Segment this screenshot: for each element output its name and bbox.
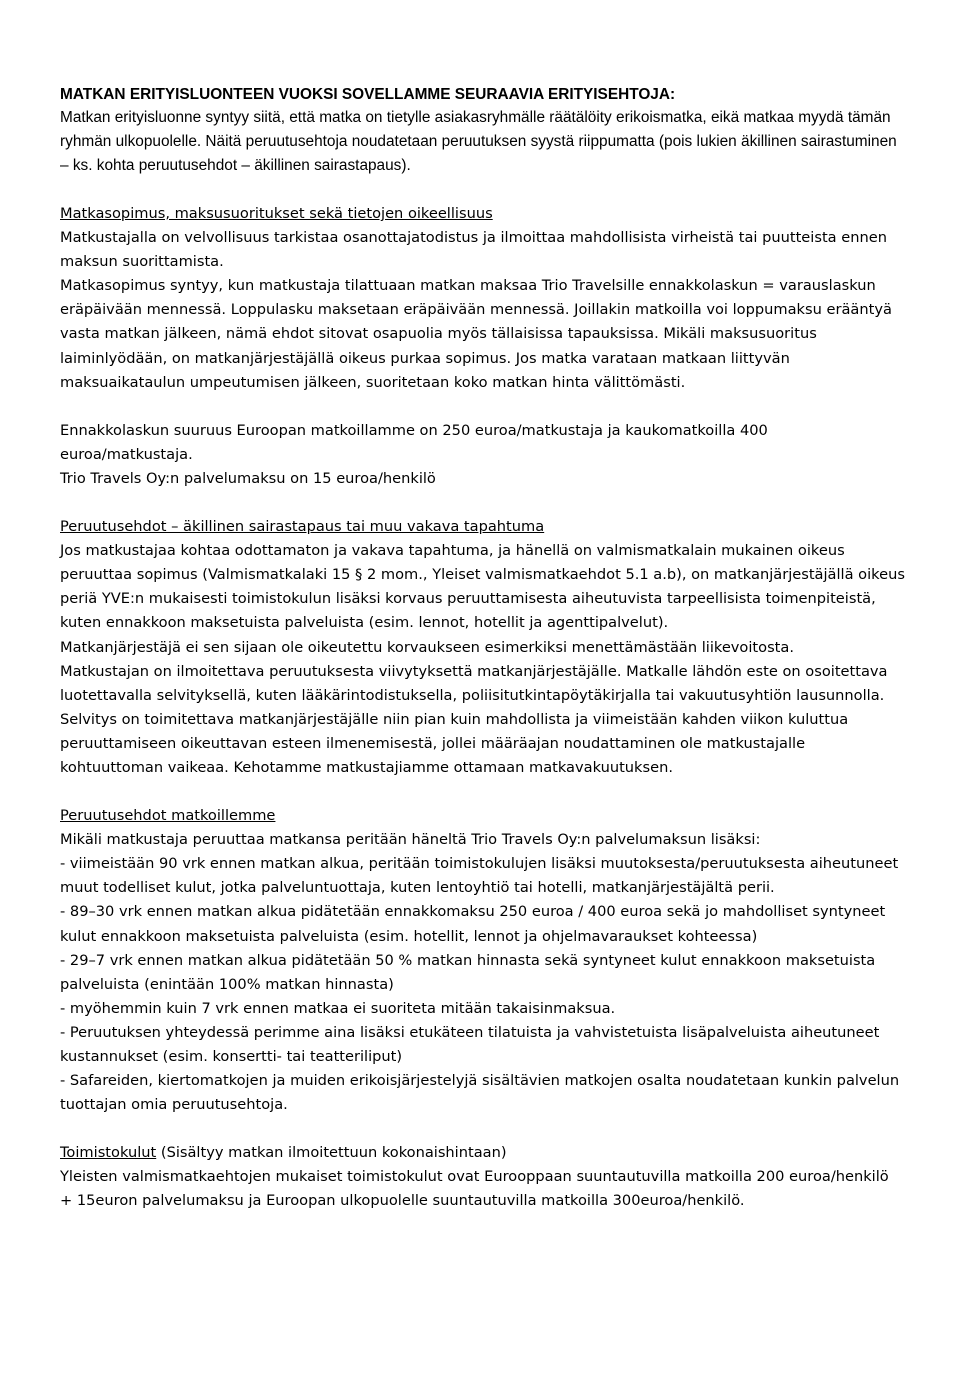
cancel-line: - Safareiden, kiertomatkojen ja muiden erikoisjärjestelyjä sisältävien matkojen osalta noudatetaan kunkin palvelun tuottajan omia peruutusehtoja. — [60, 1072, 900, 1114]
fees-line-1: Ennakkolaskun suuruus Euroopan matkoillamme on 250 euroa/matkustaja ja kaukomatkoilla 400 euroa/matkustaja. — [60, 421, 768, 463]
cancel-line: - Peruutuksen yhteydessä perimme aina lisäksi etukäteen tilatuista ja vahvistetuista lisäpalveluista aiheutuneet kustannukset (esim. konsertti- tai teatteriliput) — [60, 1023, 880, 1065]
illness-section — [60, 515, 905, 780]
cancel-line: - 29–7 vrk ennen matkan alkua pidätetään 50 % matkan hinnasta sekä syntyneet kulut ennakkoon maksetuista palveluista (enintään 100% matkan hinnasta) — [60, 951, 876, 993]
office-title: Toimistokulut — [60, 1144, 157, 1162]
contract-paragraph-2: Matkasopimus syntyy, kun matkustaja tilattuaan matkan maksaa Trio Travelsille ennakkolaskun = varauslaskun eräpäivään mennessä. Loppulasku maksetaan eräpäivään mennessä. Joillakin matkoilla voi loppumaksu erääntyä vasta matkan jälkeen, nämä ehdot sitovat osapuolia myös tällaisissa tapauksissa. Mikäli maksusuoritus laiminlyödään, on matkanjärjestäjällä oikeus purkaa sopimus. Jos matka varataan matkaan liittyvän maksuaikataulun umpeutumisen jälkeen, suoritetaan koko matkan hinta välittömästi. — [60, 277, 892, 391]
illness-title: Peruutusehdot – äkillinen sairastapaus tai muu vakava tapahtuma — [60, 518, 545, 536]
document-page — [60, 83, 905, 1214]
cancel-line: Mikäli matkustaja peruuttaa matkansa peritään häneltä Trio Travels Oy:n palvelumaksun lisäksi: — [60, 831, 761, 849]
illness-paragraph-3: Matkustajan on ilmoitettava peruutuksesta viivytyksettä matkanjärjestäjälle. Matkalle lähdön este on osoitettava luotettavalla selvityksellä, kuten lääkärintodistuksella, poliisitutkintapöytäkirjalla tai vakuutusyhtiön lausunnolla. Selvitys on toimitettava matkanjärjestäjälle niin pian kuin mahdollista ja viimeistään kahden viikon kuluttua peruuttamiseen oikeuttavan esteen ilmenemisestä, jollei määräajan noudattaminen ole matkustajalle kohtuuttoman vaikeaa. Kehotamme matkustajiamme ottamaan matkavakuutuksen. — [60, 662, 888, 776]
contract-paragraph-1: Matkustajalla on velvollisuus tarkistaa osanottajatodistus ja ilmoittaa mahdollisista virheistä tai puutteista ennen maksun suorittamista. — [60, 229, 887, 271]
intro-section — [60, 83, 905, 178]
fees-section — [60, 419, 905, 491]
office-title-suffix: (Sisältyy matkan ilmoitettuun kokonaishintaan) — [156, 1144, 507, 1162]
cancel-line: - 89–30 vrk ennen matkan alkua pidätetään ennakkomaksu 250 euroa / 400 euroa sekä jo mahdolliset syntyneet kulut ennakkoon maksetuista palveluista (esim. hotellit, lennot ja ohjelmavaraukset kohteessa) — [60, 903, 886, 945]
cancel-title: Peruutusehdot matkoillemme — [60, 807, 276, 825]
office-section — [60, 1141, 905, 1213]
cancel-line: - myöhemmin kuin 7 vrk ennen matkaa ei suoriteta mitään takaisinmaksua. — [60, 999, 616, 1017]
illness-paragraph-1: Jos matkustajaa kohtaa odottamaton ja vakava tapahtuma, ja hänellä on valmismatkalain mukainen oikeus peruuttaa sopimus (Valmismatkalaki 15 § 2 mom., Yleiset valmismatkaehdot 5.1 a.b), on matkanjärjestäjällä oikeus periä YVE:n mukaisesti toimistokulun lisäksi korvaus peruuttamisesta aiheutuvista tarpeellisista toimenpiteistä, kuten ennakkoon maksetuista palveluista (esim. lennot, hotellit ja agenttipalvelut). — [60, 542, 905, 632]
intro-heading: MATKAN ERITYISLUONTEEN VUOKSI SOVELLAMME SEURAAVIA ERITYISEHTOJA: — [60, 86, 676, 103]
contract-title: Matkasopimus, maksusuoritukset sekä tietojen oikeellisuus — [60, 205, 493, 222]
illness-paragraph-2: Matkanjärjestäjä ei sen sijaan ole oikeutettu korvaukseen esimerkiksi menettämästään liikevoitosta. — [60, 638, 794, 656]
office-paragraph: Yleisten valmismatkaehtojen mukaiset toimistokulut ovat Eurooppaan suuntautuvilla matkoilla 200 euroa/henkilö + 15euron palvelumaksu ja Euroopan ulkopuolelle suuntautuvilla matkoilla 300euroa/henkilö. — [60, 1168, 889, 1210]
intro-paragraph: Matkan erityisluonne syntyy siitä, että matka on tietylle asiakasryhmälle räätälöity erikoismatka, eikä matkaa myydä tämän ryhmän ulkopuolelle. Näitä peruutusehtoja noudatetaan peruutuksen syystä riippumatta (pois lukien äkillinen sairastuminen – ks. kohta peruutusehdot – äkillinen sairastapaus). — [60, 109, 897, 174]
cancel-section — [60, 804, 905, 1117]
fees-line-2: Trio Travels Oy:n palvelumaksu on 15 euroa/henkilö — [60, 469, 436, 487]
cancel-line: - viimeistään 90 vrk ennen matkan alkua, peritään toimistokulujen lisäksi muutoksesta/peruutuksesta aiheutuneet muut todelliset kulut, jotka palveluntuottaja, kuten lentoyhtiö tai hotelli, matkanjärjestäjältä perii. — [60, 855, 899, 897]
contract-section — [60, 202, 905, 395]
